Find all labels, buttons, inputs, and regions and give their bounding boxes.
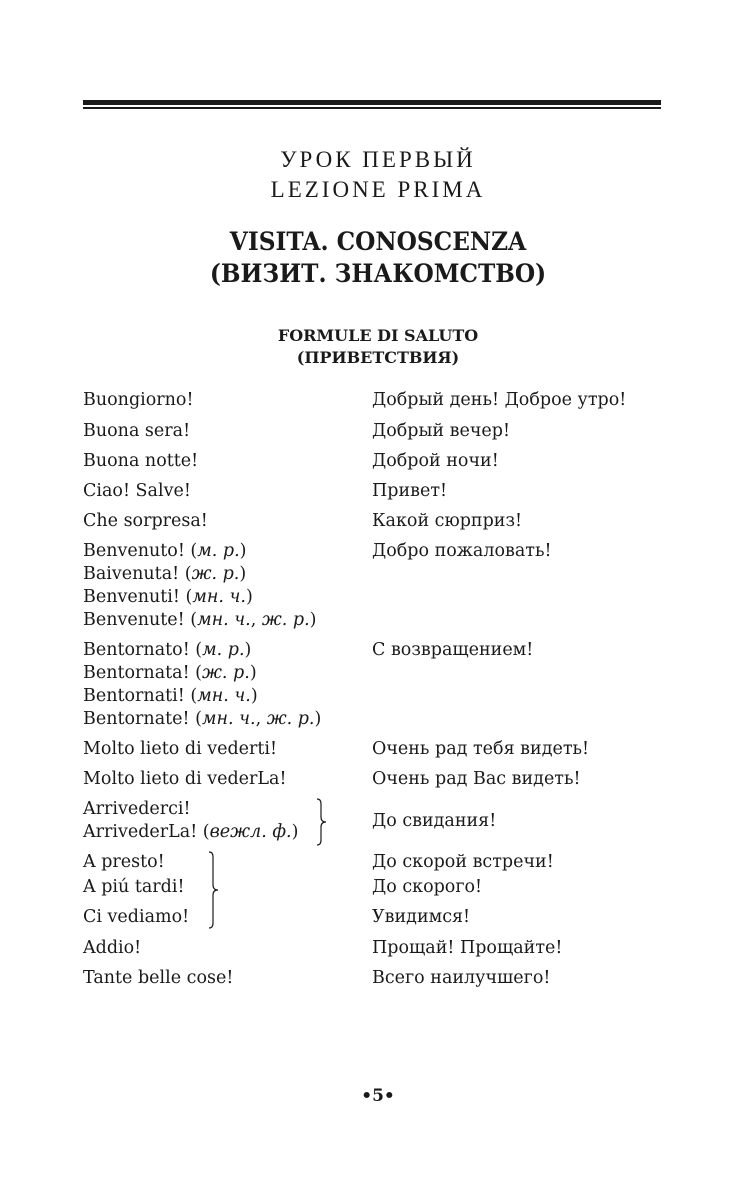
phrase-italian-group — [83, 540, 316, 632]
phrase-italian: Bentornati! (мн. ч.) — [83, 686, 258, 706]
phrase-russian: Какой сюрприз! — [372, 511, 523, 531]
phrase-russian: Привет! — [372, 481, 448, 501]
phrase-russian: Очень рад тебя видеть! — [372, 739, 590, 759]
phrase-italian: Bentornato! (м. р.) — [83, 640, 252, 660]
phrase-russian: Всего наилучшего! — [372, 968, 551, 988]
phrase-italian: Benvenute! (мн. ч., ж. р.) — [83, 610, 317, 630]
phrase-italian: Ciao! Salve! — [83, 481, 191, 501]
right-brace-icon — [208, 851, 220, 929]
phrase-italian: Baivenuta! (ж. р.) — [83, 564, 247, 584]
phrase-russian: С возвращением! — [372, 640, 534, 660]
phrase-russian: Добрый вечер! — [372, 421, 511, 441]
phrase-italian: Molto lieto di vederti! — [83, 739, 278, 759]
lesson-number-ru: УРОК ПЕРВЫЙ — [280, 147, 476, 172]
phrase-italian-group — [83, 851, 185, 899]
phrase-italian: Benvenuti! (мн. ч.) — [83, 587, 253, 607]
phrase-italian: Molto lieto di vederLa! — [83, 769, 287, 789]
phrase-russian: Очень рад Вас видеть! — [372, 769, 581, 789]
phrase-italian: A piú tardi! — [83, 877, 185, 897]
phrase-russian: Доброй ночи! — [372, 451, 499, 471]
lesson-title-translation: (ВИЗИТ. ЗНАКОМСТВО) — [209, 259, 547, 288]
page-number: •5• — [361, 1086, 395, 1106]
phrase-italian: Benvenuto! (м. р.) — [83, 541, 247, 561]
phrase-italian: Bentornate! (мн. ч., ж. р.) — [83, 709, 322, 729]
phrase-russian: Добрый день! Доброе утро! — [372, 390, 627, 410]
phrase-russian: До скорой встречи! — [372, 852, 554, 872]
grammar-note: мн. ч. — [201, 709, 256, 729]
grammar-note: ж. р. — [261, 610, 310, 630]
phrase-italian: Buona notte! — [83, 451, 199, 471]
phrase-italian: Che sorpresa! — [83, 511, 208, 531]
lesson-number-it: LEZIONE PRIMA — [270, 177, 486, 202]
phrase-italian: Tante belle cose! — [83, 968, 234, 988]
phrase-italian: Buongiorno! — [83, 390, 194, 410]
grammar-note: ж. р. — [202, 663, 250, 683]
right-brace-icon — [316, 798, 328, 846]
lesson-title: VISITA. CONOSCENZA — [229, 227, 527, 256]
grammar-note: мн. ч. — [192, 587, 246, 607]
grammar-note: ж. р. — [191, 564, 240, 584]
grammar-note: вежл. ф. — [209, 822, 292, 842]
grammar-note: м. р. — [202, 640, 245, 660]
section-title-translation: (ПРИВЕТСТВИЯ) — [296, 348, 460, 367]
phrase-italian: Addio! — [83, 938, 142, 958]
phrase-italian: ArrivederLa! (вежл. ф.) — [83, 822, 299, 842]
phrase-russian: До свидания! — [372, 811, 497, 831]
top-rule — [83, 100, 661, 109]
phrase-russian: Увидимся! — [372, 907, 471, 927]
grammar-note: ж. р. — [266, 709, 315, 729]
grammar-note: м. р. — [197, 541, 240, 561]
phrase-russian-group — [372, 851, 554, 899]
phrase-italian: A presto! — [83, 852, 165, 872]
grammar-note: мн. ч. — [197, 610, 251, 630]
grammar-note: мн. ч. — [197, 686, 251, 706]
phrase-italian: Arrivederci! — [83, 799, 191, 819]
phrase-italian: Ci vediamo! — [83, 907, 190, 927]
phrase-italian: Bentornata! (ж. р.) — [83, 663, 257, 683]
phrase-italian-group — [83, 798, 298, 844]
phrase-italian: Buona sera! — [83, 421, 191, 441]
phrase-russian: До скорого! — [372, 877, 483, 897]
section-title: FORMULE DI SALUTO — [277, 326, 479, 345]
phrase-italian-group — [83, 639, 321, 731]
phrase-russian: Добро пожаловать! — [372, 541, 552, 561]
phrase-russian: Прощай! Прощайте! — [372, 938, 563, 958]
